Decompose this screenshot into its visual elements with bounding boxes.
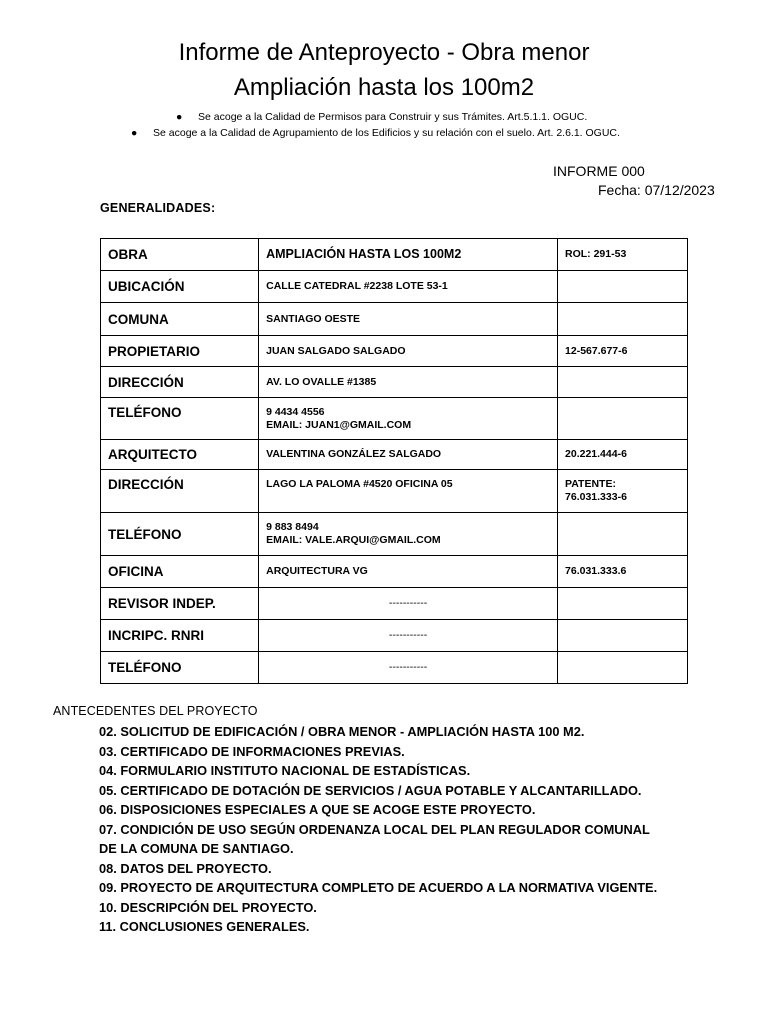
row-extra (558, 588, 688, 620)
list-item: 08. DATOS DEL PROYECTO. (99, 860, 272, 876)
generalidades-table (100, 238, 688, 684)
table-row (101, 239, 688, 271)
row-label: ARQUITECTO (101, 440, 259, 470)
list-item: 10. DESCRIPCIÓN DEL PROYECTO. (99, 899, 317, 915)
table-row (101, 620, 688, 652)
row-value (259, 513, 558, 556)
bullet-icon: ● (176, 111, 183, 123)
row-value: AMPLIACIÓN HASTA LOS 100M2 (259, 239, 558, 271)
list-item: 06. DISPOSICIONES ESPECIALES A QUE SE ACOGE ESTE PROYECTO. (99, 802, 536, 817)
table-row (101, 652, 688, 684)
row-extra: 12-567.677-6 (558, 336, 688, 367)
row-label: DIRECCIÓN (101, 367, 259, 398)
row-value: ----------- (259, 620, 558, 652)
row-label: INCRIPC. RNRI (101, 620, 259, 652)
report-number: INFORME 000 (553, 163, 645, 179)
bullet-item (131, 126, 620, 140)
table-row (101, 367, 688, 398)
row-extra: ROL: 291-53 (558, 239, 688, 271)
list-item: 11. CONCLUSIONES GENERALES. (99, 919, 310, 934)
row-value: ARQUITECTURA VG (259, 556, 558, 588)
row-label: UBICACIÓN (101, 271, 259, 303)
row-value: LAGO LA PALOMA #4520 OFICINA 05 (259, 470, 558, 513)
table-row (101, 556, 688, 588)
table-row (101, 303, 688, 336)
row-extra (558, 271, 688, 303)
bullet-text: Se acoge a la Calidad de Agrupamiento de los Edificios y su relación con el suelo. Art. 2.6.1. OGUC. (153, 127, 620, 139)
row-label: TELÉFONO (101, 398, 259, 440)
row-label: PROPIETARIO (101, 336, 259, 367)
row-extra (558, 620, 688, 652)
list-item: 04. FORMULARIO INSTITUTO NACIONAL DE ESTADÍSTICAS. (99, 763, 471, 778)
row-value: AV. LO OVALLE #1385 (259, 367, 558, 398)
document-subtitle: Ampliación hasta los 100m2 (233, 74, 535, 101)
row-value: SANTIAGO OESTE (259, 303, 558, 336)
row-label: DIRECCIÓN (101, 470, 259, 513)
row-label: TELÉFONO (101, 513, 259, 556)
table-row (101, 588, 688, 620)
bullet-text: Se acoge a la Calidad de Permisos para Construir y sus Trámites. Art.5.1.1. OGUC. (198, 111, 588, 123)
row-value: VALENTINA GONZÁLEZ SALGADO (259, 440, 558, 470)
row-label: OFICINA (101, 556, 259, 588)
email-text: EMAIL: VALE.ARQUI@GMAIL.COM (266, 534, 441, 546)
list-item: 07. CONDICIÓN DE USO SEGÚN ORDENANZA LOCAL DEL PLAN REGULADOR COMUNAL (99, 821, 650, 837)
table-row (101, 440, 688, 470)
antecedentes-heading: ANTECEDENTES DEL PROYECTO (53, 704, 258, 718)
row-label: REVISOR INDEP. (101, 588, 259, 620)
generalidades-heading: GENERALIDADES: (100, 201, 216, 215)
row-value: ----------- (259, 652, 558, 684)
row-extra: 76.031.333.6 (558, 556, 688, 588)
list-item: 02. SOLICITUD DE EDIFICACIÓN / OBRA MENOR - AMPLIACIÓN HASTA 100 M2. (99, 724, 585, 739)
row-extra: 20.221.444-6 (558, 440, 688, 470)
row-value: JUAN SALGADO SALGADO (259, 336, 558, 367)
row-label: COMUNA (101, 303, 259, 336)
bullet-icon: ● (131, 127, 138, 139)
phone-text: 9 883 8494 (266, 521, 319, 533)
list-item: 09. PROYECTO DE ARQUITECTURA COMPLETO DE ACUERDO A LA NORMATIVA VIGENTE. (99, 880, 658, 895)
row-value: CALLE CATEDRAL #2238 LOTE 53-1 (259, 271, 558, 303)
report-date: Fecha: 07/12/2023 (598, 182, 715, 198)
row-label: TELÉFONO (101, 652, 259, 684)
list-item: 03. CERTIFICADO DE INFORMACIONES PREVIAS. (99, 743, 405, 759)
row-value (259, 398, 558, 440)
row-extra (558, 398, 688, 440)
table-row (101, 398, 688, 440)
row-label: OBRA (101, 239, 259, 271)
row-extra (558, 303, 688, 336)
phone-text: 9 4434 4556 (266, 405, 325, 418)
list-item: DE LA COMUNA DE SANTIAGO. (99, 841, 294, 856)
patente-value: 76.031.333-6 (565, 491, 627, 503)
row-extra (558, 652, 688, 684)
document-title: Informe de Anteproyecto - Obra menor (178, 39, 590, 66)
patente-label: PATENTE: (565, 478, 616, 490)
table-row (101, 470, 688, 513)
table-row (101, 513, 688, 556)
row-value: ----------- (259, 588, 558, 620)
bullet-item (176, 110, 587, 124)
row-extra (558, 513, 688, 556)
table-row (101, 336, 688, 367)
row-extra (558, 367, 688, 398)
row-extra (558, 470, 688, 513)
table-row (101, 271, 688, 303)
email-text: EMAIL: JUAN1@GMAIL.COM (266, 418, 412, 431)
antecedentes-list (99, 722, 739, 937)
list-item: 05. CERTIFICADO DE DOTACIÓN DE SERVICIOS / AGUA POTABLE Y ALCANTARILLADO. (99, 782, 642, 798)
